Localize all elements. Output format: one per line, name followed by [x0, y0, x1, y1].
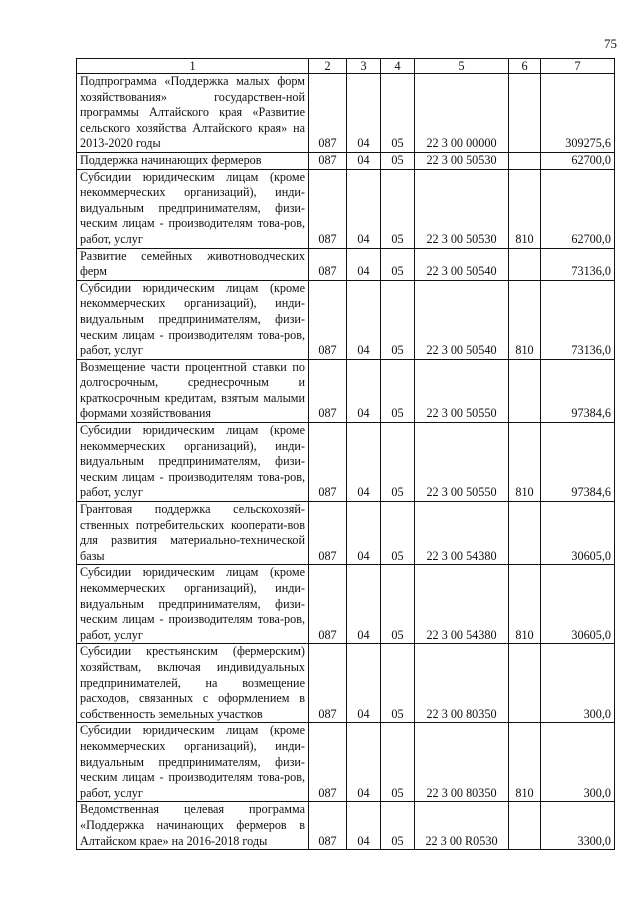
cell-ministry-code: 087 — [309, 502, 347, 565]
cell-section-code: 04 — [347, 644, 381, 723]
row-description: Развитие семейных животноводческих ферм — [77, 248, 309, 280]
cell-ministry-code: 087 — [309, 359, 347, 422]
row-description: Субсидии юридическим лицам (кроме некоммерческих организаций), инди-видуальным предпринимателям, физи-ческим лицам - производителям това-ров, работ, услуг — [77, 423, 309, 502]
cell-target-article: 22 3 00 50530 — [415, 152, 509, 169]
cell-target-article: 22 3 00 50550 — [415, 423, 509, 502]
table-row — [77, 423, 615, 502]
column-header: 1 — [77, 59, 309, 74]
cell-ministry-code: 087 — [309, 152, 347, 169]
cell-section-code: 04 — [347, 280, 381, 359]
cell-target-article: 22 3 00 50550 — [415, 359, 509, 422]
cell-section-code: 04 — [347, 74, 381, 153]
cell-target-article: 22 3 00 80350 — [415, 644, 509, 723]
table-body — [77, 74, 615, 850]
cell-ministry-code: 087 — [309, 248, 347, 280]
cell-expense-type — [509, 74, 541, 153]
row-description: Поддержка начинающих фермеров — [77, 152, 309, 169]
cell-ministry-code: 087 — [309, 644, 347, 723]
cell-subsection-code: 05 — [381, 644, 415, 723]
row-description: Грантовая поддержка сельскохозяй-ственных потребительских кооперати-вов для развития материально-технической базы — [77, 502, 309, 565]
cell-subsection-code: 05 — [381, 502, 415, 565]
row-description: Субсидии юридическим лицам (кроме некоммерческих организаций), инди-видуальным предпринимателям, физи-ческим лицам - производителям това-ров, работ, услуг — [77, 565, 309, 644]
cell-expense-type: 810 — [509, 565, 541, 644]
cell-ministry-code: 087 — [309, 723, 347, 802]
cell-subsection-code: 05 — [381, 723, 415, 802]
cell-expense-type — [509, 502, 541, 565]
column-header: 6 — [509, 59, 541, 74]
cell-target-article: 22 3 00 00000 — [415, 74, 509, 153]
row-description: Возмещение части процентной ставки по долгосрочным, среднесрочным и краткосрочным кредитам, взятым малыми формами хозяйствования — [77, 359, 309, 422]
cell-target-article: 22 3 00 50530 — [415, 169, 509, 248]
cell-section-code: 04 — [347, 502, 381, 565]
cell-expense-type: 810 — [509, 280, 541, 359]
row-description: Субсидии юридическим лицам (кроме некоммерческих организаций), инди-видуальным предпринимателям, физи-ческим лицам - производителям това-ров, работ, услуг — [77, 169, 309, 248]
cell-section-code: 04 — [347, 152, 381, 169]
page-number: 75 — [604, 36, 617, 51]
cell-amount: 73136,0 — [541, 280, 615, 359]
table-row — [77, 502, 615, 565]
cell-section-code: 04 — [347, 423, 381, 502]
column-header: 7 — [541, 59, 615, 74]
cell-expense-type — [509, 802, 541, 850]
row-description: Субсидии юридическим лицам (кроме некоммерческих организаций), инди-видуальным предпринимателям, физи-ческим лицам - производителям това-ров, работ, услуг — [77, 280, 309, 359]
cell-subsection-code: 05 — [381, 423, 415, 502]
cell-amount: 62700,0 — [541, 169, 615, 248]
cell-section-code: 04 — [347, 802, 381, 850]
cell-section-code: 04 — [347, 359, 381, 422]
cell-amount: 30605,0 — [541, 502, 615, 565]
table-row — [77, 248, 615, 280]
table-row — [77, 565, 615, 644]
column-header: 5 — [415, 59, 509, 74]
cell-expense-type: 810 — [509, 423, 541, 502]
cell-ministry-code: 087 — [309, 74, 347, 153]
cell-ministry-code: 087 — [309, 565, 347, 644]
cell-expense-type: 810 — [509, 169, 541, 248]
table-row — [77, 74, 615, 153]
cell-subsection-code: 05 — [381, 74, 415, 153]
cell-amount: 300,0 — [541, 723, 615, 802]
cell-target-article: 22 3 00 80350 — [415, 723, 509, 802]
cell-expense-type — [509, 152, 541, 169]
cell-ministry-code: 087 — [309, 423, 347, 502]
table-row — [77, 280, 615, 359]
cell-subsection-code: 05 — [381, 359, 415, 422]
cell-subsection-code: 05 — [381, 248, 415, 280]
budget-table — [76, 58, 615, 850]
cell-section-code: 04 — [347, 565, 381, 644]
cell-ministry-code: 087 — [309, 802, 347, 850]
cell-subsection-code: 05 — [381, 280, 415, 359]
cell-target-article: 22 3 00 50540 — [415, 248, 509, 280]
cell-amount: 73136,0 — [541, 248, 615, 280]
cell-ministry-code: 087 — [309, 280, 347, 359]
table-row — [77, 723, 615, 802]
column-header: 2 — [309, 59, 347, 74]
column-header: 3 — [347, 59, 381, 74]
table-header-row — [77, 59, 615, 74]
cell-section-code: 04 — [347, 723, 381, 802]
cell-target-article: 22 3 00 54380 — [415, 502, 509, 565]
cell-amount: 97384,6 — [541, 423, 615, 502]
cell-subsection-code: 05 — [381, 152, 415, 169]
cell-expense-type — [509, 644, 541, 723]
cell-subsection-code: 05 — [381, 565, 415, 644]
cell-amount: 309275,6 — [541, 74, 615, 153]
cell-expense-type: 810 — [509, 723, 541, 802]
cell-target-article: 22 3 00 R0530 — [415, 802, 509, 850]
column-header: 4 — [381, 59, 415, 74]
row-description: Подпрограмма «Поддержка малых форм хозяйствования» государствен-ной программы Алтайского края «Развитие сельского хозяйства Алтайского края» на 2013-2020 годы — [77, 74, 309, 153]
table-row — [77, 169, 615, 248]
cell-section-code: 04 — [347, 248, 381, 280]
cell-expense-type — [509, 359, 541, 422]
table-row — [77, 644, 615, 723]
row-description: Субсидии юридическим лицам (кроме некоммерческих организаций), инди-видуальным предпринимателям, физи-ческим лицам - производителям това-ров, работ, услуг — [77, 723, 309, 802]
row-description: Субсидии крестьянским (фермерским) хозяйствам, включая индивидуальных предпринимателей, на возмещение расходов, связанных с оформлением в собственность земельных участков — [77, 644, 309, 723]
row-description: Ведомственная целевая программа «Поддержка начинающих фермеров в Алтайском крае» на 2016-2018 годы — [77, 802, 309, 850]
cell-amount: 97384,6 — [541, 359, 615, 422]
cell-section-code: 04 — [347, 169, 381, 248]
cell-amount: 62700,0 — [541, 152, 615, 169]
cell-amount: 30605,0 — [541, 565, 615, 644]
table-row — [77, 152, 615, 169]
cell-ministry-code: 087 — [309, 169, 347, 248]
cell-subsection-code: 05 — [381, 169, 415, 248]
cell-expense-type — [509, 248, 541, 280]
cell-subsection-code: 05 — [381, 802, 415, 850]
cell-target-article: 22 3 00 50540 — [415, 280, 509, 359]
cell-amount: 300,0 — [541, 644, 615, 723]
cell-target-article: 22 3 00 54380 — [415, 565, 509, 644]
table-row — [77, 359, 615, 422]
cell-amount: 3300,0 — [541, 802, 615, 850]
table-row — [77, 802, 615, 850]
